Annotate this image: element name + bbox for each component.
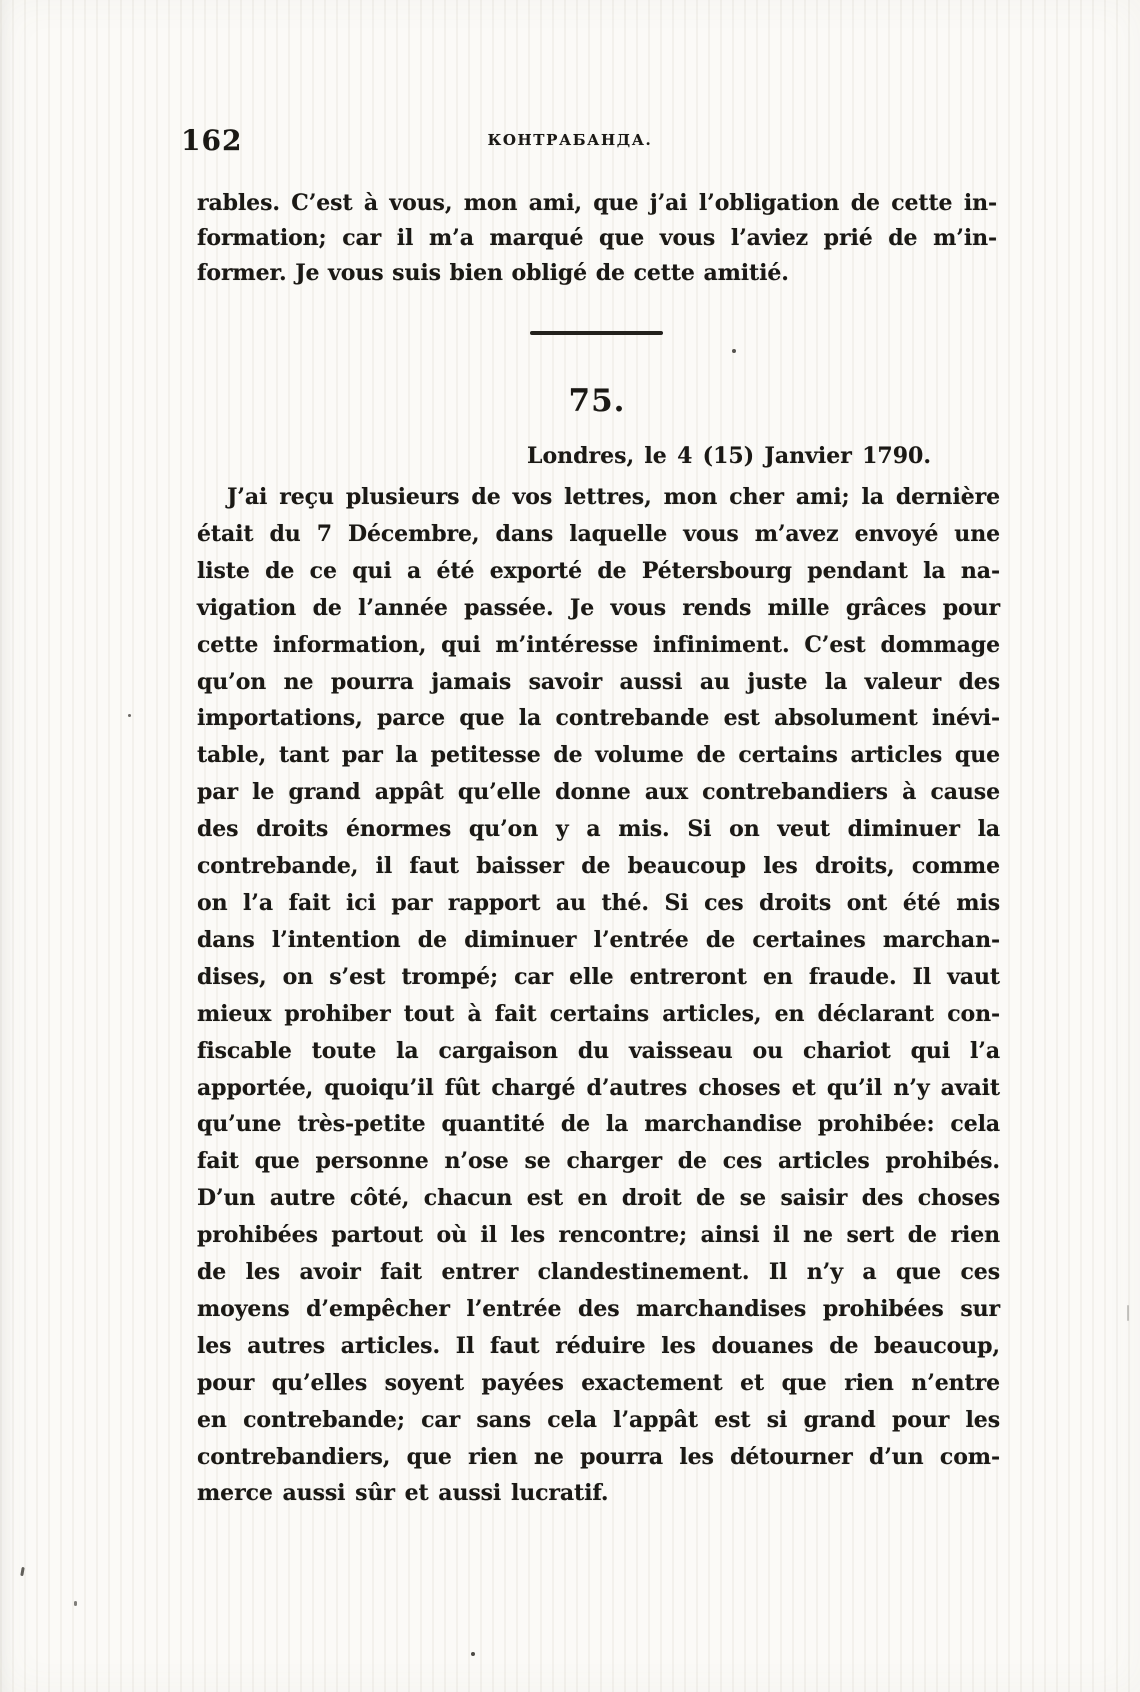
text-line: J’ai reçu plusieurs de vos lettres, mon cher ami; la dernière bbox=[227, 484, 1000, 510]
text-line: fiscable toute la cargaison du vaisseau ou chariot qui l’a bbox=[197, 1037, 1000, 1064]
text-line: qu’on ne pourra jamais savoir aussi au juste la valeur des bbox=[197, 668, 1000, 695]
text-line: dans l’intention de diminuer l’entrée de certaines marchan- bbox=[197, 926, 1000, 953]
text-line: mieux prohiber tout à fait certains articles, en déclarant con- bbox=[197, 1000, 1000, 1027]
ink-speck bbox=[1127, 1305, 1129, 1321]
letter-dateline: Londres, le 4 (15) Janvier 1790. bbox=[526, 443, 931, 469]
text-line: les autres articles. Il faut réduire les douanes de beaucoup, bbox=[197, 1332, 1000, 1359]
text-line: liste de ce qui a été exporté de Pétersbourg pendant la na- bbox=[197, 557, 1000, 584]
ink-speck bbox=[471, 1652, 475, 1656]
text-line: contrebande, il faut baisser de beaucoup les droits, comme bbox=[197, 853, 1000, 880]
text-line: D’un autre côté, chacun est en droit de se saisir des choses bbox=[197, 1185, 1000, 1212]
text-line: des droits énormes qu’on y a mis. Si on veut diminuer la bbox=[197, 816, 1000, 843]
page-number: 162 bbox=[181, 124, 243, 157]
text-line: on l’a fait ici par rapport au thé. Si ces droits ont été mis bbox=[197, 889, 1000, 916]
text-line: importations, parce que la contrebande est absolument inévi- bbox=[197, 705, 1000, 732]
text-line: qu’une très-petite quantité de la marchandise prohibée: cela bbox=[197, 1111, 1000, 1138]
ink-speck bbox=[128, 714, 131, 717]
previous-letter-closing-paragraph bbox=[197, 186, 997, 291]
text-line: était du 7 Décembre, dans laquelle vous m’avez envoyé une bbox=[197, 520, 1000, 547]
section-separator-rule bbox=[530, 331, 663, 335]
text-line: apportée, quoiqu’il fût chargé d’autres choses et qu’il n’y avait bbox=[197, 1074, 1000, 1101]
ink-speck bbox=[732, 349, 736, 353]
text-line: table, tant par la petitesse de volume de certains articles que bbox=[197, 742, 1000, 769]
text-line: formation; car il m’a marqué que vous l’aviez prié de m’in- bbox=[197, 225, 997, 251]
text-line: prohibées partout où il les rencontre; ainsi il ne sert de rien bbox=[197, 1222, 1000, 1249]
text-line: cette information, qui m’intéresse infiniment. C’est dommage bbox=[197, 631, 1000, 658]
text-line: par le grand appât qu’elle donne aux contrebandiers à cause bbox=[197, 779, 1000, 806]
letter-body-paragraph bbox=[197, 479, 1000, 1512]
text-line: merce aussi sûr et aussi lucratif. bbox=[197, 1480, 609, 1507]
text-line: moyens d’empêcher l’entrée des marchandises prohibées sur bbox=[197, 1295, 1000, 1322]
ink-speck bbox=[74, 1601, 77, 1606]
letter-number-heading: 75. bbox=[568, 383, 626, 419]
text-line: vigation de l’année passée. Je vous rends mille grâces pour bbox=[197, 594, 1000, 621]
text-line: pour qu’elles soyent payées exactement et que rien n’entre bbox=[197, 1369, 1000, 1396]
text-line: fait que personne n’ose se charger de ces articles prohibés. bbox=[197, 1148, 1000, 1175]
text-line: dises, on s’est trompé; car elle entreront en fraude. Il vaut bbox=[197, 963, 1000, 990]
text-line: former. Je vous suis bien obligé de cette amitié. bbox=[197, 260, 789, 286]
ink-speck bbox=[20, 1567, 25, 1576]
running-head-title: КОНТРАБАНДА. bbox=[487, 131, 653, 149]
text-line: de les avoir fait entrer clandestinement. Il n’y a que ces bbox=[197, 1259, 1000, 1286]
text-line: contrebandiers, que rien ne pourra les détourner d’un com- bbox=[197, 1443, 1000, 1470]
text-line: en contrebande; car sans cela l’appât est si grand pour les bbox=[197, 1406, 1000, 1433]
text-line: rables. C’est à vous, mon ami, que j’ai l’obligation de cette in- bbox=[197, 190, 997, 216]
